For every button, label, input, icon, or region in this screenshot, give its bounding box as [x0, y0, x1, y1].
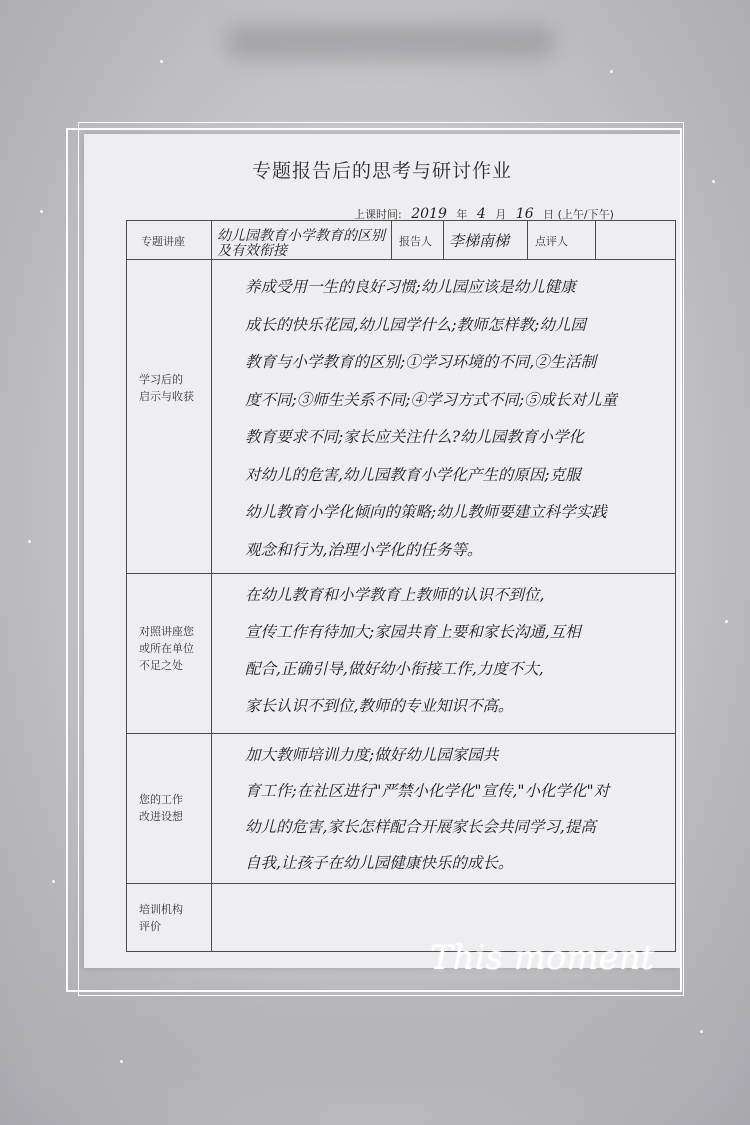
class-time-label: 上课时间:: [354, 208, 402, 221]
sparkle: [160, 60, 163, 63]
sparkle: [120, 1060, 123, 1063]
reporter-label: 报告人: [399, 235, 432, 248]
gaps-value: 在幼儿教育和小学教育上教师的认识不到位, 宣传工作有待加大;家园共育上要和家长沟通,互相 配合,正确引导,做好幼小衔接工作,力度不大, 家长认识不到位,教师的专业知识不高。: [245, 586, 581, 715]
sparkle: [610, 70, 613, 73]
class-day: 16: [515, 206, 534, 222]
learning-label: 学习后的 启示与收获: [139, 373, 194, 404]
blurred-background-text: [225, 25, 555, 59]
watermark-text: This moment: [430, 938, 655, 978]
ideas-label: 您的工作 改进设想: [139, 793, 183, 824]
class-year: 2019: [411, 206, 447, 222]
document-title: 专题报告后的思考与研讨作业: [251, 160, 512, 182]
day-unit: 日: [543, 208, 555, 221]
learning-value: 养成受用一生的良好习惯;幼儿园应该是幼儿健康 成长的快乐花园,幼儿园学什么;教师怎样教;幼儿园 教育与小学教育的区别;①学习环境的不同,②生活制 度不同;③师生关系不同;④学习方式不同;⑤成长对儿童 教育要求不同;家长应关注什么?幼儿园教育小学化 对幼儿的危害,幼儿园教育小学化产生的原因;克服 幼儿教育小学化倾向的策略;幼儿教师要建立科学实践 观念和行为,治理小学化的任务等。: [245, 278, 618, 559]
topic-label: 专题讲座: [141, 235, 185, 248]
photo-frame-inner: [78, 122, 684, 996]
gaps-label: 对照讲座您 或所在单位 不足之处: [139, 625, 194, 673]
ideas-value: 加大教师培训力度;做好幼儿园家园共 育工作;在社区进行"严禁小化学化"宣传,"小化学化"对 幼儿的危害,家长怎样配合开展家长会共同学习,提高 自我,让孩子在幼儿园健康快乐的成长。: [245, 746, 610, 872]
sparkle: [40, 210, 43, 213]
blurred-background-bottom: [30, 985, 720, 1095]
evaluation-label: 培训机构 评价: [139, 903, 183, 934]
sparkle: [725, 620, 728, 623]
class-month: 4: [476, 206, 486, 222]
class-period: (上午/下午): [557, 208, 614, 221]
reviewer-label: 点评人: [535, 235, 568, 248]
sparkle: [700, 1030, 703, 1033]
sparkle: [52, 880, 55, 883]
sparkle: [28, 540, 31, 543]
reporter-value: 李梯南梯: [449, 232, 510, 250]
year-unit: 年: [456, 208, 468, 221]
sparkle: [712, 180, 715, 183]
topic-value: 幼儿园教育小学教育的区别 及有效衔接: [217, 228, 385, 259]
month-unit: 月: [495, 208, 507, 221]
